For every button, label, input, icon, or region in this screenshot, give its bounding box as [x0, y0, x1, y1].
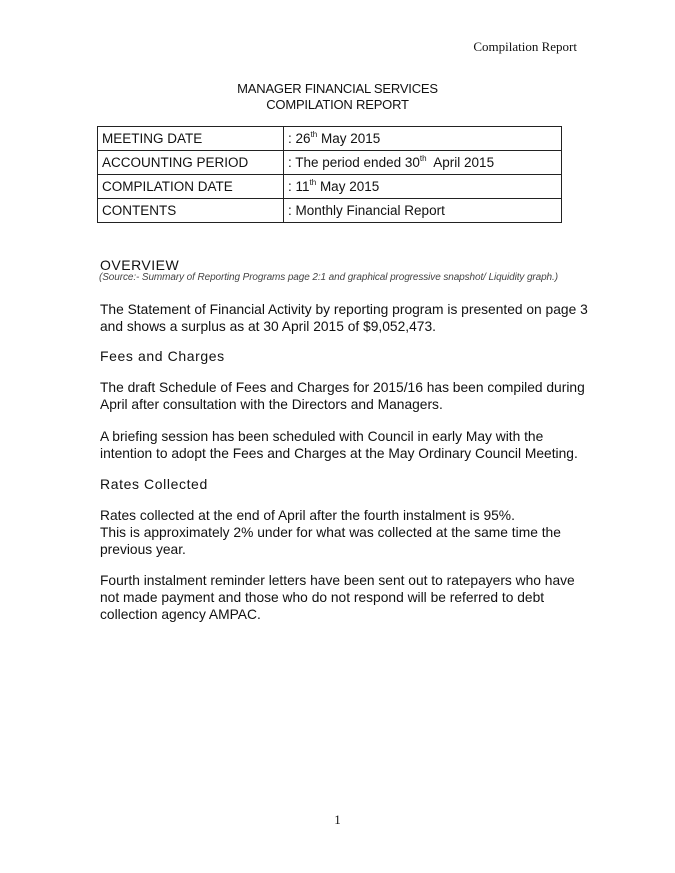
- meta-table: [97, 126, 562, 223]
- rates-paragraph-1-line-2: This is approximately 2% under for what was collected at the same time the previous year.: [100, 525, 561, 557]
- table-row: [98, 151, 562, 175]
- page-number: 1: [334, 812, 341, 827]
- running-header: Compilation Report: [473, 39, 577, 54]
- contents-value: [284, 199, 562, 223]
- ordinal-suffix: th: [309, 178, 317, 187]
- value-text: May 2015: [317, 131, 381, 146]
- compilation-date-label: COMPILATION DATE: [98, 175, 284, 199]
- contents-label: CONTENTS: [98, 199, 284, 223]
- document-subtitle: COMPILATION REPORT: [266, 97, 409, 112]
- rates-paragraph-1-line-1: Rates collected at the end of April after the fourth instalment is 95%.: [100, 508, 515, 523]
- accounting-period-label: ACCOUNTING PERIOD: [98, 151, 284, 175]
- rates-paragraph-2: Fourth instalment reminder letters have been sent out to ratepayers who have not made payment and those who do not respond will be referred to debt collection agency AMPAC.: [100, 573, 575, 622]
- value-text: May 2015: [316, 179, 380, 194]
- table-row: [98, 175, 562, 199]
- rates-heading: Rates Collected: [100, 476, 208, 492]
- value-text: April 2015: [426, 155, 495, 170]
- compilation-date-value: [284, 175, 562, 199]
- meeting-date-value: [284, 127, 562, 151]
- fees-paragraph-2: A briefing session has been scheduled with Council in early May with the intention to adopt the Fees and Charges at the May Ordinary Council Meeting.: [100, 429, 578, 461]
- value-text: : 11: [288, 179, 310, 194]
- ordinal-suffix: th: [310, 130, 318, 139]
- fees-paragraph-1: The draft Schedule of Fees and Charges for 2015/16 has been compiled during April after consultation with the Directors and Managers.: [100, 380, 585, 412]
- source-note: (Source:- Summary of Reporting Programs page 2:1 and graphical progressive snapshot/ Liquidity graph.): [99, 272, 558, 283]
- table-row: [98, 199, 562, 223]
- table-row: [98, 127, 562, 151]
- value-text: : 26: [288, 131, 311, 146]
- overview-paragraph: The Statement of Financial Activity by reporting program is presented on page 3 and shows a surplus as at 30 April 2015 of $9,052,473.: [100, 302, 588, 334]
- value-text: : Monthly Financial Report: [288, 203, 445, 218]
- ordinal-suffix: th: [419, 154, 427, 163]
- meeting-date-label: MEETING DATE: [98, 127, 284, 151]
- fees-heading: Fees and Charges: [100, 348, 225, 364]
- value-text: : The period ended 30: [288, 155, 420, 170]
- accounting-period-value: [284, 151, 562, 175]
- overview-heading: OVERVIEW: [100, 257, 180, 273]
- document-title: MANAGER FINANCIAL SERVICES: [237, 81, 438, 96]
